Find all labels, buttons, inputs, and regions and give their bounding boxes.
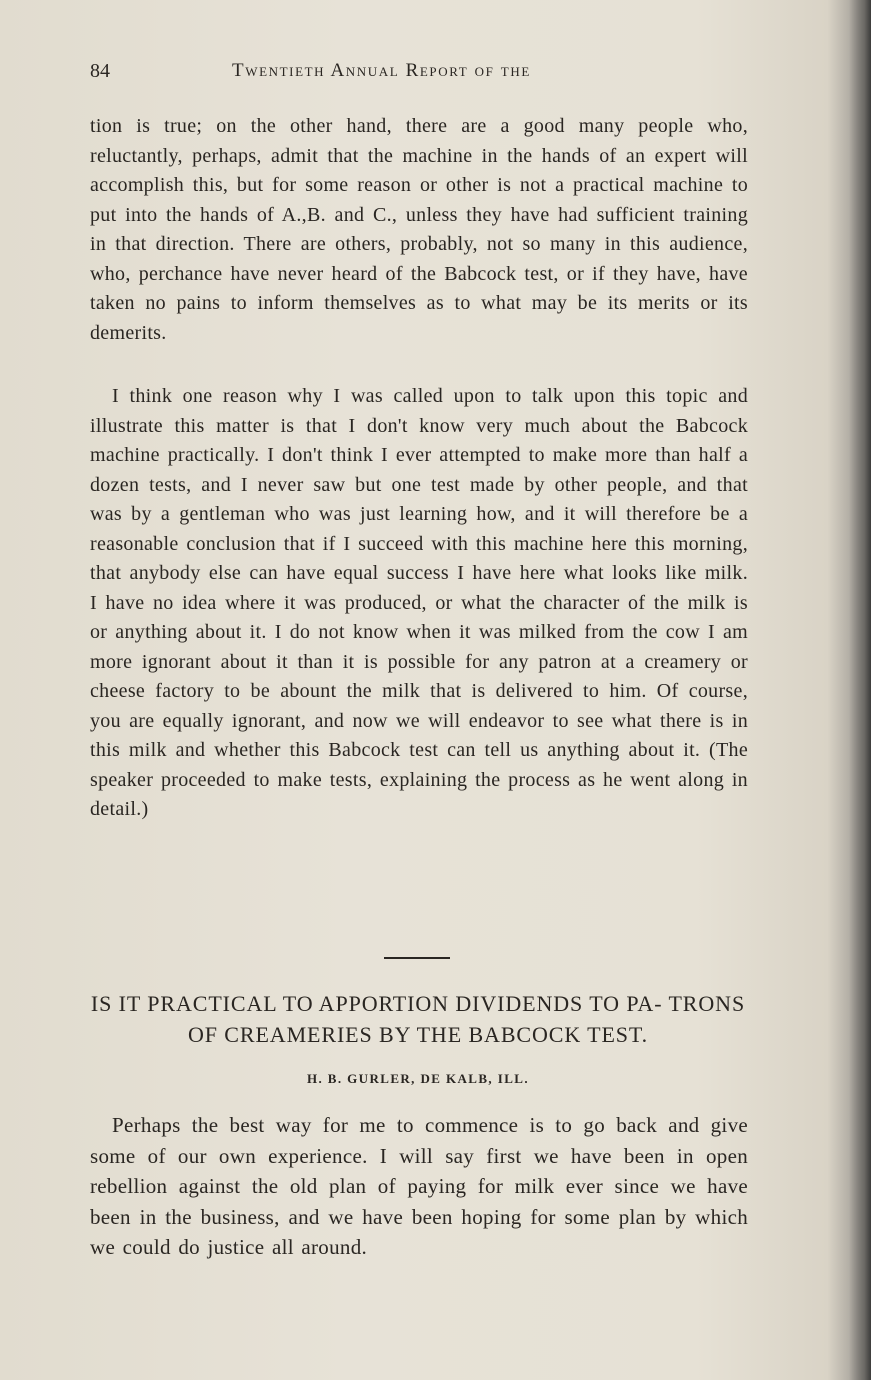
article-title: IS IT PRACTICAL TO APPORTION DIVIDENDS TO PA- TRONS OF CREAMERIES BY THE BABCOCK TEST. bbox=[90, 991, 746, 1047]
body-paragraph-2: I think one reason why I was called upon to talk upon this topic and illustrate this matter is that I don't know very much about the Babcock machine practically. I don't think I ever attempted to make more than half a dozen tests, and I never saw but one test made by other people, and that was by a gentleman who was just learning how, and it will therefore be a reasonable conclusion that if I succeed with this machine here this morning, that anybody else can have equal success I have here what looks like milk. I have no idea where it was produced, or what the character of the milk is or anything about it. I do not know when it was milked from the cow I am more ignorant about it than it is possible for any patron at a creamery or cheese factory to be abount the milk that is delivered to him. Of course, you are equally ignorant, and now we will endeavor to see what there is in this milk and whether this Babcock test can tell us anything about it. (The speaker proceeded to make tests, explaining the process as he went along in detail.) bbox=[90, 385, 748, 820]
running-title: Twentieth Annual Report of the bbox=[232, 60, 531, 81]
article-paragraph-1: Perhaps the best way for me to commence is to go back and give some of our own experience. I will say first we have been in open rebellion against the old plan of paying for milk ever since we have been in the business, and we have been hoping for some plan by which we could do justice all around. bbox=[90, 1113, 748, 1259]
article-byline: H. B. GURLER, DE KALB, ILL. bbox=[306, 1071, 529, 1086]
page-header bbox=[90, 60, 750, 90]
page-number: 84 bbox=[90, 60, 110, 82]
page-spine-shadow bbox=[849, 0, 871, 1380]
section-divider-rule bbox=[384, 957, 450, 959]
body-paragraph-1: tion is true; on the other hand, there are a good many people who, reluctantly, perhaps, admit that the machine in the hands of an expert will accomplish this, but for some reason or other is not a practical machine to put into the hands of A.,B. and C., unless they have had sufficient training in that direction. There are others, probably, not so many in this audience, who, perchance have never heard of the Babcock test, or if they have, have taken no pains to inform themselves as to what may be its merits or its demerits. bbox=[90, 115, 748, 344]
